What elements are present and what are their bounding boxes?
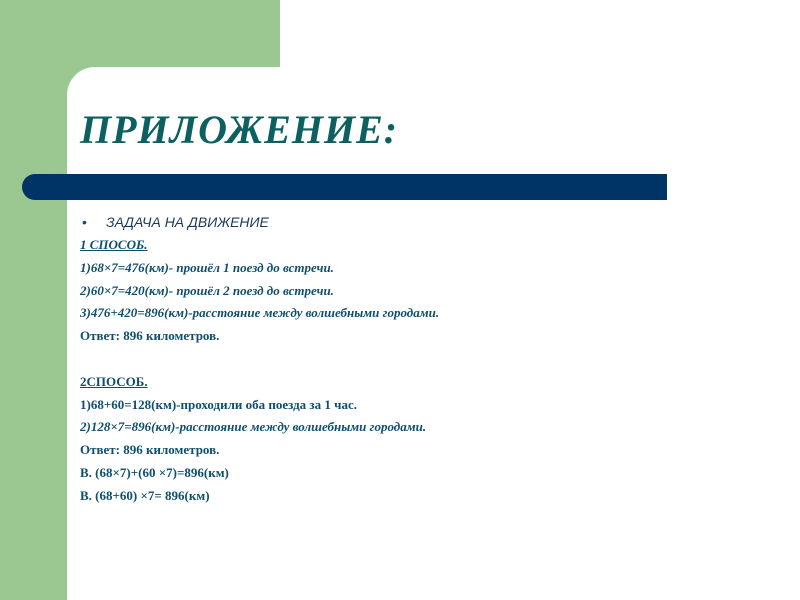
method1-answer: Ответ: 896 километров. [80,328,220,344]
method1-line: 2)60×7=420(км)- прошёл 2 поезд до встречи. [80,282,334,298]
method1-line: 3)476+420=896(км)-расстояние между волшебными городами. [80,305,440,321]
method1-heading [80,234,720,257]
spacer [80,348,720,371]
slide-title: ПРИЛОЖЕНИЕ: [80,107,399,152]
method2-formula: В. (68×7)+(60 ×7)=896(км) [80,464,229,480]
method2-line: 2)128×7=896(км)-расстояние между волшебными городами. [80,419,427,435]
slide-content [80,210,720,508]
method2-formula: В. (68+60) ×7= 896(км) [80,487,210,503]
method2-line: 1)68+60=128(км)-проходили оба поезда за 1 час. [80,396,358,412]
method2-heading-text: 2СПОСОБ. [80,373,148,389]
method2-answer: Ответ: 896 километров. [80,442,220,458]
title-divider [22,174,667,200]
bullet-icon: • [82,214,87,230]
method1-heading-text: 1 СПОСОБ. [80,237,148,252]
bullet-item [80,210,720,234]
bullet-text: ЗАДАЧА НА ДВИЖЕНИЕ [106,214,269,230]
method2-heading [80,371,720,394]
decor-green-left [0,0,67,600]
method1-line: 1)68×7=476(км)- прошёл 1 поезд до встречи. [80,259,334,275]
